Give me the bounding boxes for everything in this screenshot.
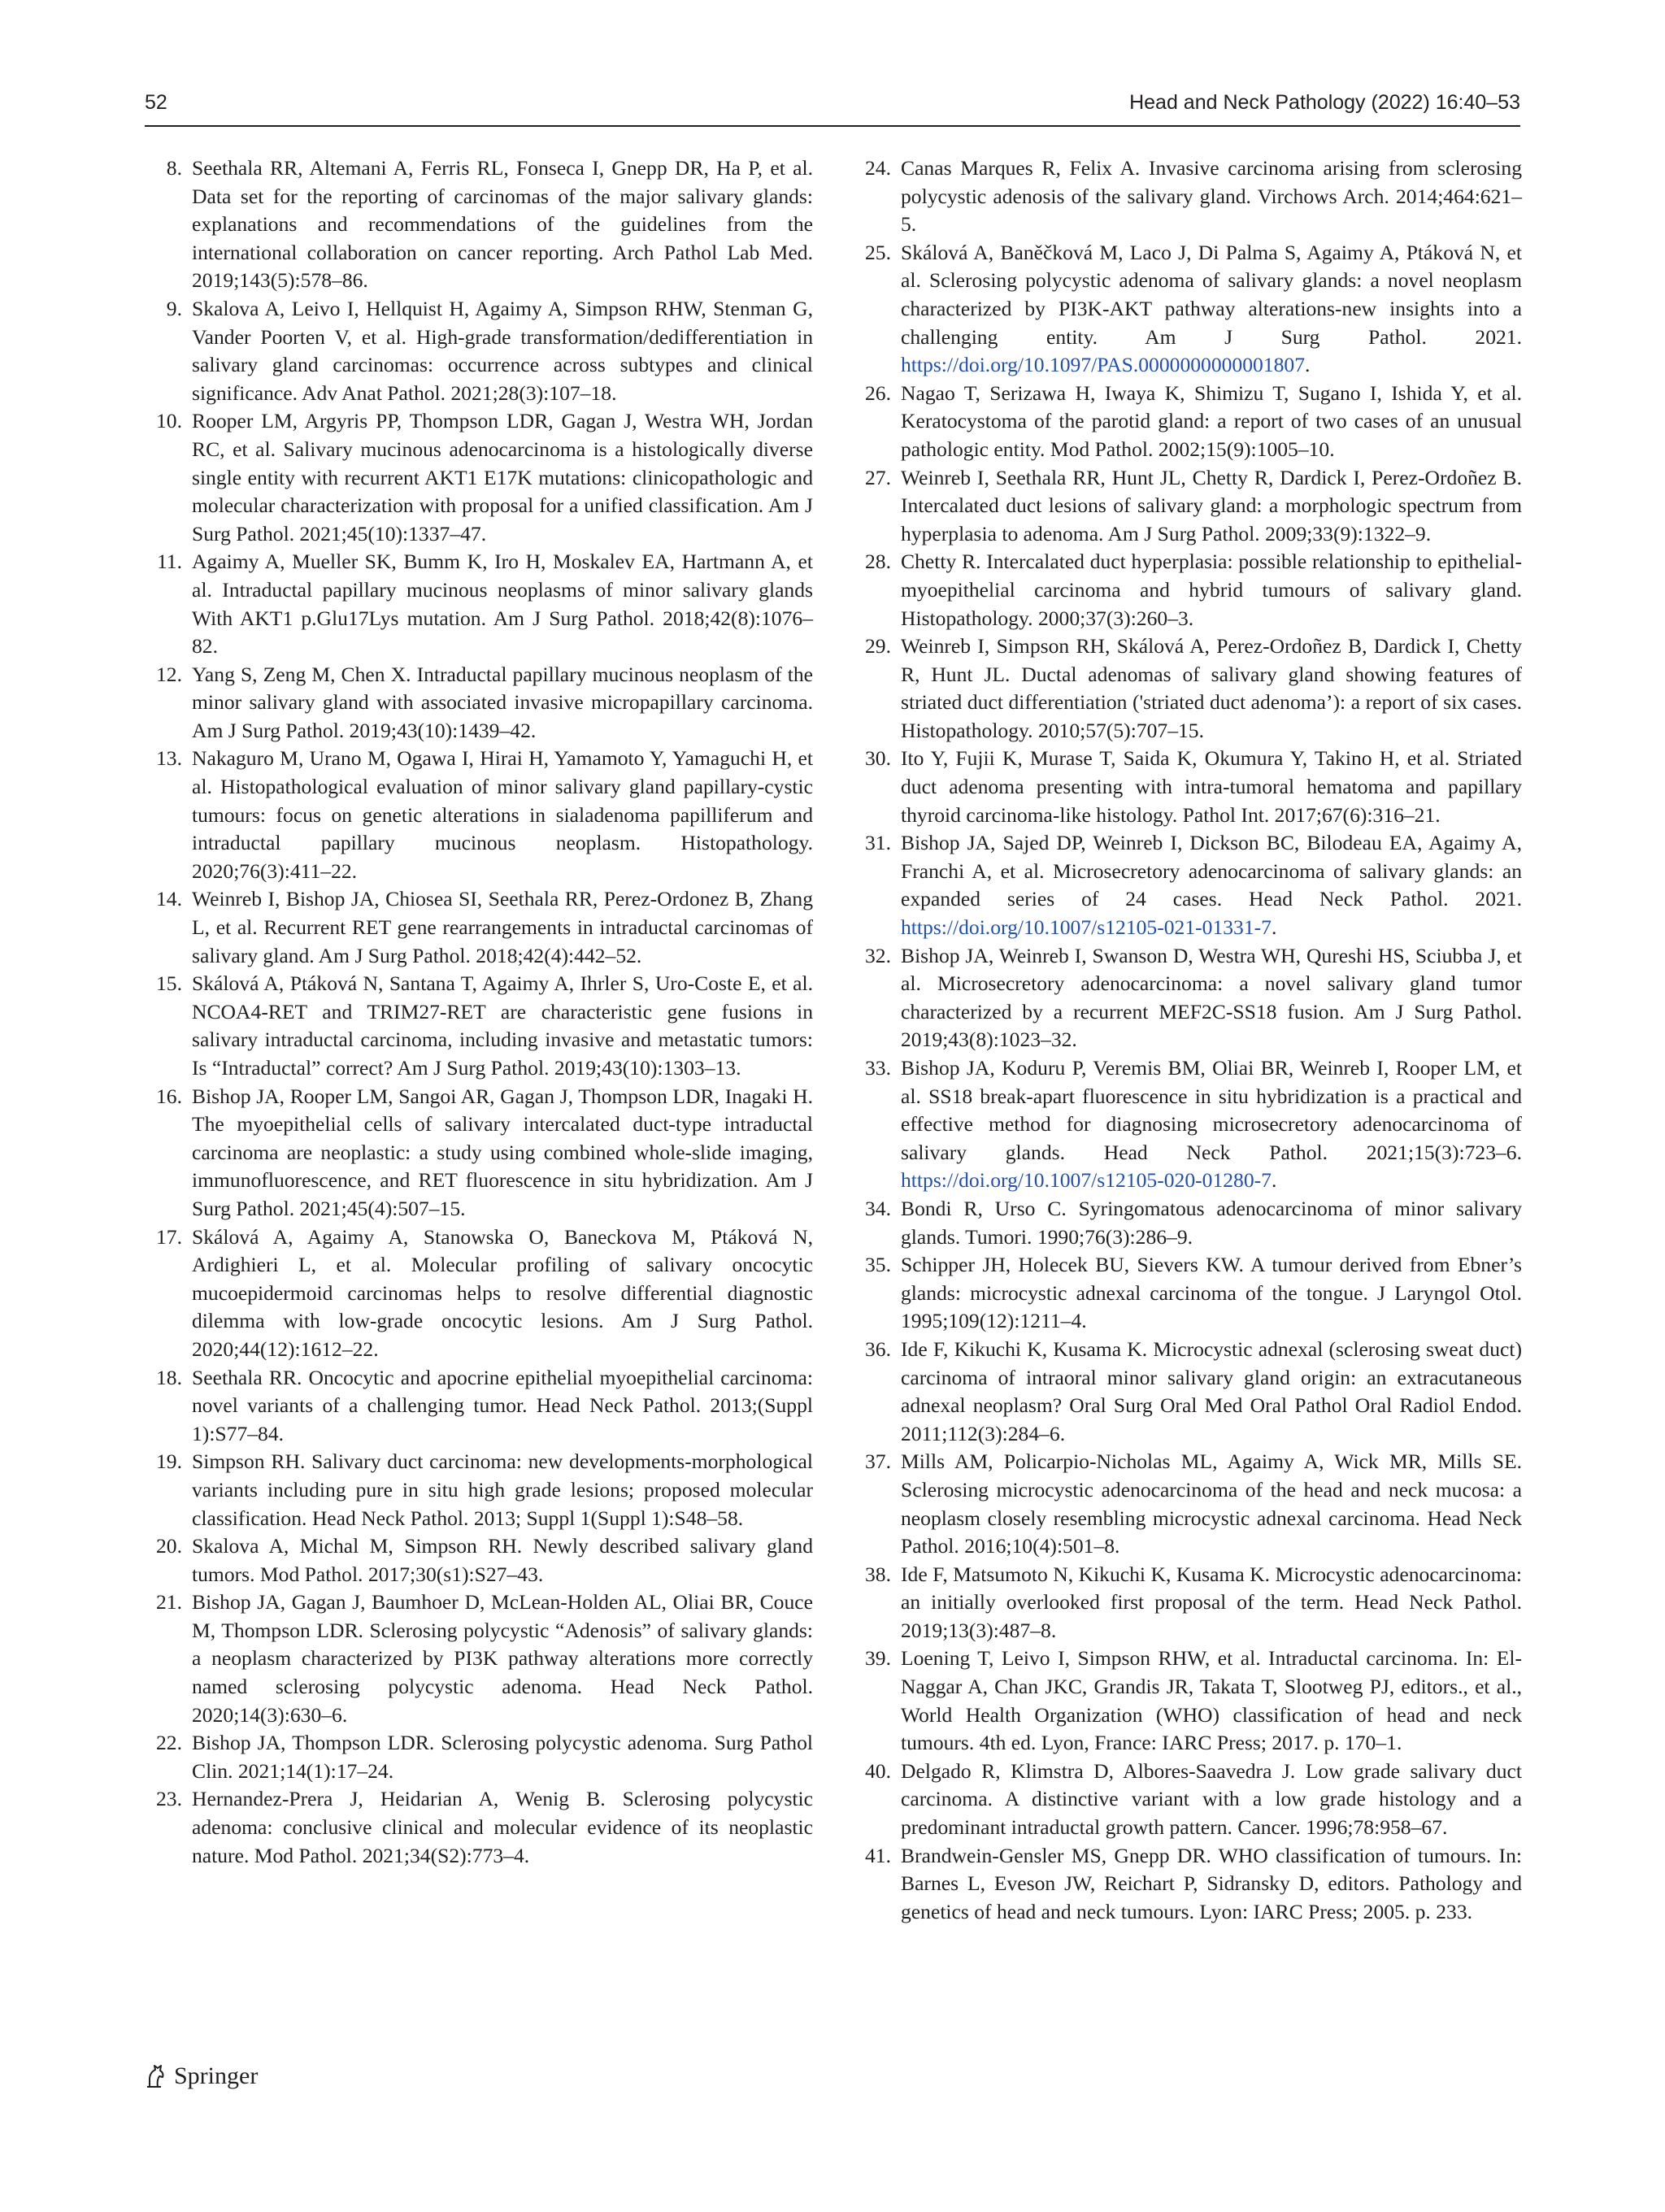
reference-item [854,1448,1522,1560]
reference-item [854,380,1522,464]
reference-item [145,295,813,407]
reference-number: 17. [156,1224,182,1249]
reference-text [901,942,1522,1054]
reference-body: Brandwein-Gensler MS, Gnepp DR. WHO classification of tumours. In: Barnes L, Eveson JW, Reichart P, Sidransky D, editors. Pathology and genetics of head and neck tumours. Lyon: IARC Press; 2005. p. 233. [901,1843,1522,1923]
reference-end-punct: . [1271,1168,1277,1193]
reference-item [854,1842,1522,1927]
reference-text [901,1842,1522,1927]
header-rule [145,125,1520,127]
reference-body: Ito Y, Fujii K, Murase T, Saida K, Okumura Y, Takino H, et al. Striated duct adenoma presenting with intra-tumoral hematoma and papillary thyroid carcinoma-like histology. Pathol Int. 2017;67(6):316–21. [901,746,1522,827]
reference-body: Skalova A, Leivo I, Hellquist H, Agaimy A, Simpson RHW, Stenman G, Vander Poorten V, et al. High-grade transformation/dedifferentiation in salivary gland carcinomas: occurrence across subtypes and clinical significance. Adv Anat Pathol. 2021;28(3):107–18. [192,296,813,405]
reference-text [192,1448,813,1532]
reference-body: Schipper JH, Holecek BU, Sievers KW. A tumour derived from Ebner’s glands: microcystic adnexal carcinoma of the tongue. J Laryngol Otol. 1995;109(12):1211–4. [901,1253,1522,1333]
reference-item [854,745,1522,829]
doi-link[interactable]: https://doi.org/10.1097/PAS.0000000000001807 [901,353,1306,377]
reference-body: Rooper LM, Argyris PP, Thompson LDR, Gagan J, Westra WH, Jordan RC, et al. Salivary mucinous adenocarcinoma is a histologically diverse single entity with recurrent AKT1 E17K mutations: clinicopathologic and molecular characterization with proposal for a unified classification. Am J Surg Pathol. 2021;45(10):1337–47. [192,409,813,545]
reference-number: 37. [865,1449,891,1474]
reference-body: Simpson RH. Salivary duct carcinoma: new developments-morphological variants including pure in situ high grade lesions; proposed molecular classification. Head Neck Pathol. 2013; Suppl 1(Suppl 1):S48–58. [192,1449,813,1530]
reference-number: 28. [865,550,891,574]
reference-text [192,1729,813,1785]
reference-number: 14. [156,887,182,911]
reference-item [145,154,813,295]
reference-text [901,1195,1522,1251]
reference-end-punct: . [1271,915,1277,940]
reference-body: Bishop JA, Sajed DP, Weinreb I, Dickson BC, Bilodeau EA, Agaimy A, Franchi A, et al. Microsecretory adenocarcinoma of salivary glands: an expanded series of 24 cases. Head Neck Pathol. 2021. [901,831,1522,911]
reference-number: 15. [156,971,182,996]
reference-text [901,1251,1522,1336]
reference-body: Bishop JA, Weinreb I, Swanson D, Westra WH, Qureshi HS, Sciubba J, et al. Microsecretory adenocarcinoma: a novel salivary gland tumor characterized by a recurrent MEF2C-SS18 fusion. Am J Surg Pathol. 2019;43(8):1023–32. [901,943,1522,1052]
reference-text [192,1532,813,1588]
reference-body: Skálová A, Agaimy A, Stanowska O, Baneckova M, Ptáková N, Ardighieri L, et al. Molecular profiling of salivary oncocytic mucoepidermoid carcinomas helps to resolve differential diagnostic dilemma with low-grade oncocytic lesions. Am J Surg Pathol. 2020;44(12):1612–22. [192,1224,813,1361]
reference-text [192,407,813,548]
reference-number: 31. [865,831,891,855]
reference-text [192,295,813,407]
reference-body: Loening T, Leivo I, Simpson RHW, et al. Intraductal carcinoma. In: El-Naggar A, Chan JKC, Grandis JR, Takata T, Slootweg PJ, editors., et al., World Health Organization (WHO) classification of head and neck tumours. 4th ed. Lyon, France: IARC Press; 2017. p. 170–1. [901,1646,1522,1755]
reference-body: Ide F, Kikuchi K, Kusama K. Microcystic adnexal (sclerosing sweat duct) carcinoma of intraoral minor salivary gland origin: an extracutaneous adnexal neoplasm? Oral Surg Oral Med Oral Pathol Oral Radiol Endod. 2011;112(3):284–6. [901,1336,1522,1445]
running-header [145,91,1520,124]
reference-item [145,1729,813,1785]
reference-body: Bondi R, Urso C. Syringomatous adenocarcinoma of minor salivary glands. Tumori. 1990;76(3):286–9. [901,1196,1522,1249]
publisher-name: Springer [174,2062,259,2089]
reference-item [145,1448,813,1532]
reference-body: Skálová A, Ptáková N, Santana T, Agaimy A, Ihrler S, Uro-Coste E, et al. NCOA4-RET and TRIM27-RET are characteristic gene fusions in salivary intraductal carcinoma, including invasive and metastatic tumors: Is “Intraductal” correct? Am J Surg Pathol. 2019;43(10):1303–13. [192,971,813,1080]
reference-end-punct: . [1305,353,1311,377]
reference-number: 8. [166,156,182,180]
reference-number: 38. [865,1562,891,1586]
reference-item [145,970,813,1082]
publisher-footer [145,2060,258,2092]
reference-item [145,1588,813,1729]
reference-item [145,745,813,885]
reference-text [901,1561,1522,1645]
reference-number: 20. [156,1534,182,1558]
reference-number: 16. [156,1084,182,1108]
reference-text [901,1336,1522,1448]
reference-item [854,1336,1522,1448]
reference-number: 18. [156,1365,182,1389]
reference-item [145,407,813,548]
reference-number: 22. [156,1731,182,1755]
reference-number: 12. [156,662,182,686]
references-column-left [145,154,813,1870]
reference-item [854,154,1522,239]
reference-body: Bishop JA, Rooper LM, Sangoi AR, Gagan J, Thompson LDR, Inagaki H. The myoepithelial cells of salivary intercalated duct-type intraductal carcinoma are neoplastic: a study using combined whole-slide imaging, immunofluorescence, and RET fluorescence in situ hybridization. Am J Surg Pathol. 2021;45(4):507–15. [192,1084,813,1220]
reference-text [192,1083,813,1223]
reference-number: 35. [865,1253,891,1277]
reference-text [901,829,1522,941]
reference-item [854,829,1522,941]
reference-text [901,380,1522,464]
reference-body: Bishop JA, Koduru P, Veremis BM, Oliai BR, Weinreb I, Rooper LM, et al. SS18 break-apart fluorescence in situ hybridization is a practical and effective method for diagnosing microsecretory adenocarcinoma of salivary glands. Head Neck Pathol. 2021;15(3):723–6. [901,1056,1522,1164]
reference-item [854,464,1522,549]
reference-body: Chetty R. Intercalated duct hyperplasia: possible relationship to epithelial-myoepithelial carcinoma and hybrid tumours of salivary gland. Histopathology. 2000;37(3):260–3. [901,550,1522,630]
reference-item [854,1561,1522,1645]
reference-item [854,942,1522,1054]
reference-text [192,1223,813,1364]
doi-link[interactable]: https://doi.org/10.1007/s12105-021-01331-7 [901,915,1272,940]
reference-body: Hernandez-Prera J, Heidarian A, Wenig B. Sclerosing polycystic adenoma: conclusive clinical and molecular evidence of its neoplastic nature. Mod Pathol. 2021;34(S2):773–4. [192,1787,813,1867]
reference-text [192,661,813,745]
reference-number: 25. [865,240,891,264]
reference-item [854,1758,1522,1842]
reference-item [145,1223,813,1364]
reference-body: Mills AM, Policarpio-Nicholas ML, Agaimy A, Wick MR, Mills SE. Sclerosing microcystic adenocarcinoma of the head and neck mucosa: a neoplasm closely resembling microcystic adnexal carcinoma. Head Neck Pathol. 2016;10(4):501–8. [901,1449,1522,1558]
journal-citation: Head and Neck Pathology (2022) 16:40–53 [1129,91,1520,114]
reference-body: Agaimy A, Mueller SK, Bumm K, Iro H, Moskalev EA, Hartmann A, et al. Intraductal papillary mucinous neoplasms of minor salivary glands With AKT1 p.Glu17Lys mutation. Am J Surg Pathol. 2018;42(8):1076–82. [192,550,813,658]
reference-item [854,1054,1522,1195]
reference-number: 27. [865,465,891,489]
reference-body: Delgado R, Klimstra D, Albores-Saavedra J. Low grade salivary duct carcinoma. A distinctive variant with a low grade histology and a predominant intraductal growth pattern. Cancer. 1996;78:958–67. [901,1758,1522,1840]
reference-text [192,548,813,660]
reference-item [145,1364,813,1449]
reference-text [192,885,813,970]
reference-text [192,970,813,1082]
reference-item [854,1645,1522,1757]
reference-body: Weinreb I, Simpson RH, Skálová A, Perez-Ordoñez B, Dardick I, Chetty R, Hunt JL. Ductal adenomas of salivary gland showing features of striated duct differentiation ('striated duct adenoma’): a report of six cases. Histopathology. 2010;57(5):707–15. [901,634,1522,742]
doi-link[interactable]: https://doi.org/10.1007/s12105-020-01280-7 [901,1168,1272,1193]
reference-text [901,745,1522,829]
page-number: 52 [145,91,167,114]
reference-body: Weinreb I, Bishop JA, Chiosea SI, Seethala RR, Perez-Ordonez B, Zhang L, et al. Recurrent RET gene rearrangements in intraductal carcinomas of salivary gland. Am J Surg Pathol. 2018;42(4):442–52. [192,887,813,967]
reference-body: Ide F, Matsumoto N, Kikuchi K, Kusama K. Microcystic adenocarcinoma: an initially overlooked first proposal of the term. Head Neck Pathol. 2019;13(3):487–8. [901,1562,1522,1642]
reference-number: 13. [156,746,182,771]
reference-number: 39. [865,1646,891,1671]
reference-number: 23. [156,1787,182,1811]
reference-number: 40. [865,1758,891,1783]
reference-text [901,548,1522,632]
reference-body: Seethala RR. Oncocytic and apocrine epithelial myoepithelial carcinoma: novel variants of a challenging tumor. Head Neck Pathol. 2013;(Suppl 1):S77–84. [192,1365,813,1445]
reference-item [145,885,813,970]
reference-body: Seethala RR, Altemani A, Ferris RL, Fonseca I, Gnepp DR, Ha P, et al. Data set for the reporting of carcinomas of the major salivary glands: explanations and recommendations of the guidelines from the international collaboration on cancer reporting. Arch Pathol Lab Med. 2019;143(5):578–86. [192,156,813,293]
reference-number: 21. [156,1590,182,1614]
reference-number: 33. [865,1056,891,1080]
reference-text [901,1448,1522,1560]
reference-number: 26. [865,380,891,405]
reference-item [854,239,1522,380]
reference-item [145,1785,813,1870]
reference-text [192,154,813,295]
reference-body: Skalova A, Michal M, Simpson RH. Newly described salivary gland tumors. Mod Pathol. 2017;30(s1):S27–43. [192,1534,813,1586]
reference-number: 41. [865,1843,891,1867]
reference-text [901,239,1522,380]
reference-body: Canas Marques R, Felix A. Invasive carcinoma arising from sclerosing polycystic adenosis of the salivary gland. Virchows Arch. 2014;464:621–5. [901,156,1522,237]
reference-item [854,1195,1522,1251]
reference-item [145,1083,813,1223]
reference-number: 24. [865,156,891,180]
reference-body: Weinreb I, Seethala RR, Hunt JL, Chetty R, Dardick I, Perez-Ordoñez B. Intercalated duct lesions of salivary gland: a morphologic spectrum from hyperplasia to adenoma. Am J Surg Pathol. 2009;33(9):1322–9. [901,465,1522,545]
reference-item [145,1532,813,1588]
reference-text [192,1364,813,1449]
reference-number: 11. [156,550,182,574]
references-column-right [854,154,1522,1926]
reference-text [901,1645,1522,1757]
reference-number: 36. [865,1336,891,1361]
reference-item [145,548,813,660]
reference-text [192,1785,813,1870]
springer-horse-icon [145,2063,167,2089]
reference-number: 34. [865,1196,891,1220]
reference-text [901,1758,1522,1842]
reference-text [901,632,1522,745]
reference-item [854,632,1522,745]
reference-number: 10. [156,409,182,433]
reference-body: Bishop JA, Thompson LDR. Sclerosing polycystic adenoma. Surg Pathol Clin. 2021;14(1):17–24. [192,1731,813,1783]
reference-text [901,154,1522,239]
reference-number: 19. [156,1449,182,1474]
reference-item [854,1251,1522,1336]
reference-body: Bishop JA, Gagan J, Baumhoer D, McLean-Holden AL, Oliai BR, Couce M, Thompson LDR. Sclerosing polycystic “Adenosis” of salivary glands: a neoplasm characterized by PI3K pathway alterations more correctly named sclerosing polycystic adenoma. Head Neck Pathol. 2020;14(3):630–6. [192,1590,813,1727]
reference-body: Nakaguro M, Urano M, Ogawa I, Hirai H, Yamamoto Y, Yamaguchi H, et al. Histopathological evaluation of minor salivary gland papillary-cystic tumours: focus on genetic alterations in sialadenoma papilliferum and intraductal papillary mucinous neoplasm. Histopathology. 2020;76(3):411–22. [192,746,813,883]
reference-text [192,745,813,885]
reference-text [901,464,1522,549]
reference-text [901,1054,1522,1195]
reference-body: Yang S, Zeng M, Chen X. Intraductal papillary mucinous neoplasm of the minor salivary gland with associated invasive micropapillary carcinoma. Am J Surg Pathol. 2019;43(10):1439–42. [192,662,813,742]
reference-item [145,661,813,745]
reference-body: Nagao T, Serizawa H, Iwaya K, Shimizu T, Sugano I, Ishida Y, et al. Keratocystoma of the parotid gland: a report of two cases of an unusual pathologic entity. Mod Pathol. 2002;15(9):1005–10. [901,380,1522,461]
reference-text [192,1588,813,1729]
reference-body: Skálová A, Baněčková M, Laco J, Di Palma S, Agaimy A, Ptáková N, et al. Sclerosing polycystic adenoma of salivary glands: a novel neoplasm characterized by PI3K-AKT pathway alterations-new insights into a challenging entity. Am J Surg Pathol. 2021. [901,240,1522,349]
reference-number: 29. [865,634,891,658]
reference-item [854,548,1522,632]
reference-number: 32. [865,943,891,967]
reference-number: 9. [166,296,182,320]
reference-number: 30. [865,746,891,771]
